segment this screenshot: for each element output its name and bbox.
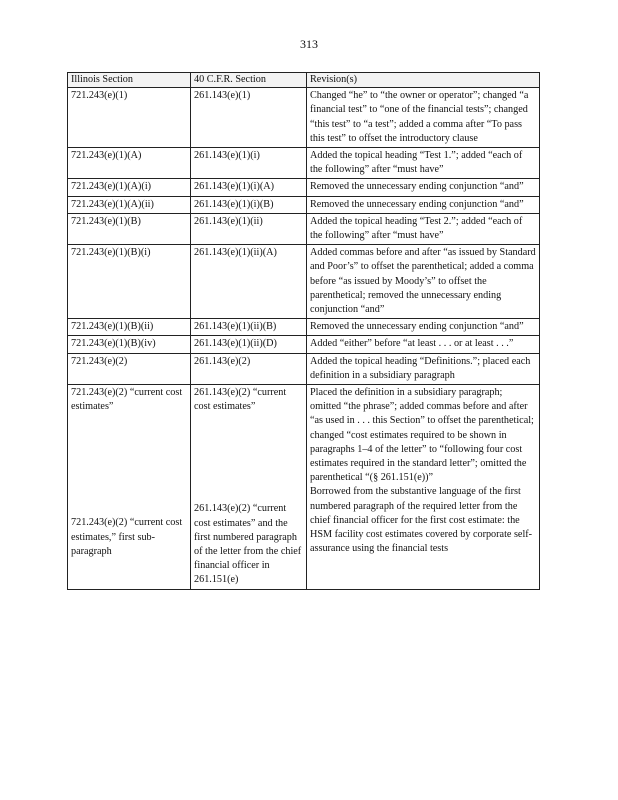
revision-sub-text: Borrowed from the substantive language of the first numbered paragraph of the required letter from the chief financial officer for the first cost estimate: the HSM facility cost estimates covered by corporate self-assurance using the financial tests xyxy=(310,486,533,555)
revision-cell: Removed the unnecessary ending conjunction “and” xyxy=(307,179,540,196)
column-header-cfr: 40 C.F.R. Section xyxy=(191,73,307,88)
table-row xyxy=(68,245,540,319)
revisions-table xyxy=(67,72,540,590)
cfr-section-cell xyxy=(191,385,307,590)
illinois-subsection-text: 721.243(e)(2) “current cost estimates,” first sub-paragraph xyxy=(71,517,183,557)
table-header-row xyxy=(68,73,540,88)
illinois-section-cell: 721.243(e)(1)(B)(iv) xyxy=(68,336,191,353)
revision-cell: Changed “he” to “the owner or operator”; changed “a financial test” to “one of the financial tests”; changed “this test” to “a test”; added a comma after “To pass this test” to offset the introductory clause xyxy=(307,88,540,148)
revision-cell: Added the topical heading “Definitions.”; placed each definition in a subsidiary paragraph xyxy=(307,353,540,384)
revision-text: Placed the definition in a subsidiary paragraph; omitted “the phrase”; added commas before and after “as used in . . . this Section” to offset the parenthetical; changed “cost estimates required to be shown in paragraphs 1–4 of the letter” to “following four cost estimates required in the standard letter”; omitted the parenthetical “(§ 261.151(e))” xyxy=(310,387,534,484)
column-header-revisions: Revision(s) xyxy=(307,73,540,88)
revision-cell: Added the topical heading “Test 1.”; added “each of the following” after “must have” xyxy=(307,148,540,179)
illinois-section-cell: 721.243(e)(1)(A)(ii) xyxy=(68,196,191,213)
illinois-section-cell xyxy=(68,385,191,590)
cfr-section-cell: 261.143(e)(1)(ii)(A) xyxy=(191,245,307,319)
table-row xyxy=(68,336,540,353)
cfr-section-cell: 261.143(e)(1) xyxy=(191,88,307,148)
illinois-section-cell: 721.243(e)(1)(A)(i) xyxy=(68,179,191,196)
table-row xyxy=(68,88,540,148)
table-row xyxy=(68,213,540,244)
cfr-section-cell: 261.143(e)(1)(i) xyxy=(191,148,307,179)
cfr-subsection-text: 261.143(e)(2) “current cost estimates” and the first numbered paragraph of the letter from the chief financial officer in 261.151(e) xyxy=(194,503,302,586)
revision-cell xyxy=(307,385,540,590)
cfr-section-cell: 261.143(e)(1)(i)(B) xyxy=(191,196,307,213)
illinois-section-cell: 721.243(e)(1) xyxy=(68,88,191,148)
illinois-section-cell: 721.243(e)(1)(B) xyxy=(68,213,191,244)
revision-cell: Added “either” before “at least . . . or at least . . .” xyxy=(307,336,540,353)
table-row xyxy=(68,148,540,179)
table-row xyxy=(68,353,540,384)
revision-cell: Removed the unnecessary ending conjunction “and” xyxy=(307,196,540,213)
cfr-section-cell: 261.143(e)(1)(ii)(B) xyxy=(191,319,307,336)
illinois-section-cell: 721.243(e)(1)(B)(i) xyxy=(68,245,191,319)
table-row xyxy=(68,196,540,213)
illinois-section-cell: 721.243(e)(2) xyxy=(68,353,191,384)
page-number: 313 xyxy=(300,37,318,51)
table-row xyxy=(68,385,540,590)
table-row xyxy=(68,179,540,196)
cfr-section-cell: 261.143(e)(2) xyxy=(191,353,307,384)
revision-cell: Added commas before and after “as issued by Standard and Poor’s” to offset the parenthetical; added a comma before “as issued by Moody’s” to offset the parenthetical; removed the unnecessary ending conjunction “and” xyxy=(307,245,540,319)
revision-cell: Removed the unnecessary ending conjunction “and” xyxy=(307,319,540,336)
illinois-section-cell: 721.243(e)(1)(A) xyxy=(68,148,191,179)
illinois-section-cell: 721.243(e)(1)(B)(ii) xyxy=(68,319,191,336)
revision-cell: Added the topical heading “Test 2.”; added “each of the following” after “must have” xyxy=(307,213,540,244)
cfr-section-cell: 261.143(e)(1)(ii) xyxy=(191,213,307,244)
cfr-section-text: 261.143(e)(2) “current cost estimates” xyxy=(194,387,287,413)
table-row xyxy=(68,319,540,336)
cfr-section-cell: 261.143(e)(1)(i)(A) xyxy=(191,179,307,196)
cfr-section-cell: 261.143(e)(1)(ii)(D) xyxy=(191,336,307,353)
illinois-section-text: 721.243(e)(2) “current cost estimates” xyxy=(71,387,183,413)
column-header-illinois: Illinois Section xyxy=(68,73,191,88)
